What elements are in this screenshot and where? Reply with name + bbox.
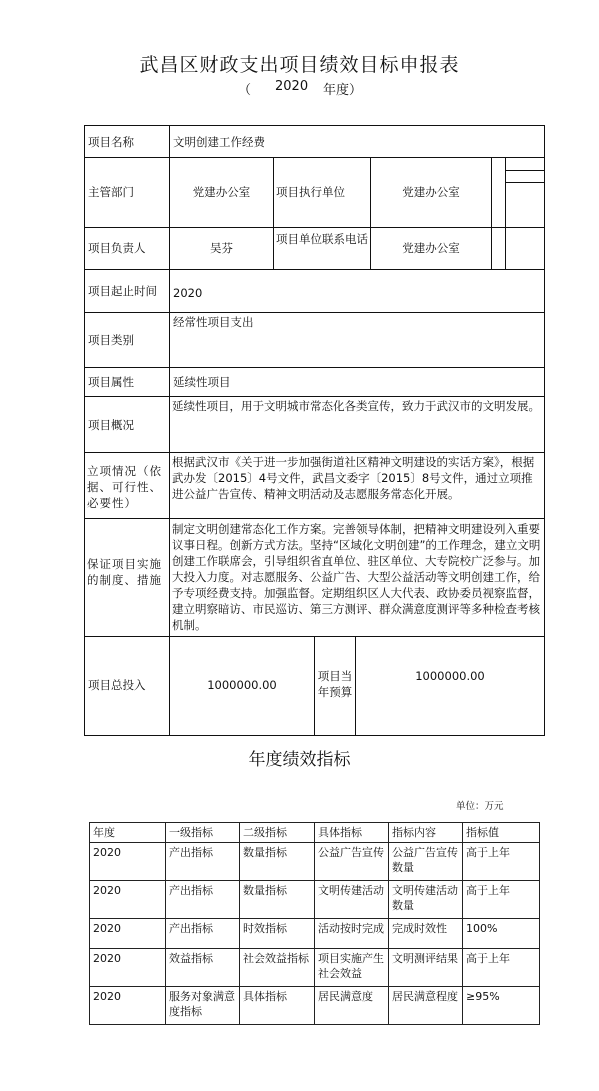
table-cell: 2020 (90, 919, 166, 949)
table-cell: 2020 (90, 881, 166, 919)
table-cell: 文明传建活动 (315, 881, 389, 919)
category-label: 项目类别 (88, 333, 134, 347)
total-value: 1000000.00 (207, 678, 277, 692)
perf-table (89, 822, 540, 1025)
overview-value: 延续性项目，用于文明城市常态化各类宣传，致力于武汉市的文明发展。 (172, 399, 540, 413)
year-suffix: 年度） (323, 83, 363, 98)
perf-title: 年度绩效指标 (248, 750, 351, 770)
measures-label: 保证项目实施的制度、措施 (87, 557, 162, 587)
table-cell: 公益广告宣传 (315, 843, 389, 881)
total-label: 项目总投入 (88, 678, 146, 692)
dept-value: 党建办公室 (192, 185, 251, 199)
table-row (90, 843, 540, 881)
header-cell-year: 年度 (90, 823, 166, 843)
table-cell: 高于上年 (463, 949, 540, 987)
table-cell: 产出指标 (166, 919, 240, 949)
exec-unit-value: 党建办公室 (402, 185, 460, 199)
table-cell: 具体指标 (240, 987, 315, 1025)
project-name-label: 项目名称 (88, 135, 134, 149)
basis-value: 根据武汉市《关于进一步加强街道社区精神文明建设的实话方案》，根据武办发〔2015〕4号文件，武昌文委字〔2015〕8号文件，通过立项推进公益广告宣传、精神文明活动及志愿服务常态化开展。 (172, 455, 535, 501)
leader-value: 吴芬 (210, 241, 233, 255)
budget-value: 1000000.00 (415, 669, 485, 683)
table-cell: 效益指标 (166, 949, 240, 987)
form-title: 武昌区财政支出项目绩效目标申报表 (139, 54, 460, 76)
unit-label: 单位：万元 (456, 801, 504, 812)
table-row (90, 949, 540, 987)
leader-label: 项目负责人 (88, 241, 146, 255)
attribute-value: 延续性项目 (173, 375, 231, 389)
contact-value: 党建办公室 (402, 241, 460, 255)
table-cell: 高于上年 (463, 843, 540, 881)
header-cell-level2: 二级指标 (240, 823, 315, 843)
table-cell: 高于上年 (463, 881, 540, 919)
year-value: 2020 (275, 79, 309, 94)
table-cell: 2020 (90, 949, 166, 987)
table-cell: 产出指标 (166, 843, 240, 881)
table-cell: 时效指标 (240, 919, 315, 949)
period-label: 项目起止时间 (88, 284, 157, 298)
dept-label: 主管部门 (88, 185, 134, 199)
table-cell: 项目实施产生社会效益 (315, 949, 389, 987)
table-cell: 数量指标 (240, 881, 315, 919)
period-value: 2020 (173, 286, 203, 300)
perf-header-row (90, 823, 540, 843)
header-cell-content: 指标内容 (389, 823, 463, 843)
table-cell: 文明测评结果 (389, 949, 463, 987)
table-cell: 社会效益指标 (240, 949, 315, 987)
table-cell: ≥95% (463, 987, 540, 1025)
table-cell: 2020 (90, 843, 166, 881)
table-row (90, 919, 540, 949)
table-cell: 公益广告宣传数量 (389, 843, 463, 881)
header-cell-specific: 具体指标 (315, 823, 389, 843)
attribute-label: 项目属性 (88, 375, 134, 389)
table-row (90, 881, 540, 919)
table-cell: 2020 (90, 987, 166, 1025)
table-cell: 居民满意度 (315, 987, 389, 1025)
contact-label: 项目单位联系电话 (276, 232, 368, 246)
table-cell: 文明传建活动数量 (389, 881, 463, 919)
table-cell: 数量指标 (240, 843, 315, 881)
year-open-paren: （ (238, 83, 252, 98)
table-cell: 产出指标 (166, 881, 240, 919)
budget-label: 项目当年预算 (317, 669, 353, 699)
basis-label: 立项情况（依据、可行性、必要性） (87, 464, 162, 510)
overview-label: 项目概况 (88, 418, 134, 432)
table-cell: 100% (463, 919, 540, 949)
table-cell: 完成时效性 (389, 919, 463, 949)
table-cell: 活动按时完成 (315, 919, 389, 949)
project-name-value: 文明创建工作经费 (173, 135, 265, 149)
table-cell: 服务对象满意度指标 (166, 987, 240, 1025)
table-cell: 居民满意程度 (389, 987, 463, 1025)
table-row (90, 987, 540, 1025)
header-cell-value: 指标值 (463, 823, 540, 843)
category-value: 经常性项目支出 (173, 315, 254, 329)
exec-unit-label: 项目执行单位 (276, 185, 345, 199)
measures-value: 制定文明创建常态化工作方案。完善领导体制，把精神文明建设列入重要议事日程。创新方式方法。坚持“区域化文明创建”的工作理念，建立文明创建工作联席会，引导组织省直单位、驻区单位、大专院校广泛参与。加大投入力度。对志愿服务、公益广告、大型公益活动等文明创建工作，给予专项经费支持。加强监督。定期组织区人大代表、政协委员视察监督，建立明察暗访、市民巡访、第三方测评、群众满意度测评等多种检查考核机制。 (172, 522, 541, 632)
header-cell-level1: 一级指标 (166, 823, 240, 843)
